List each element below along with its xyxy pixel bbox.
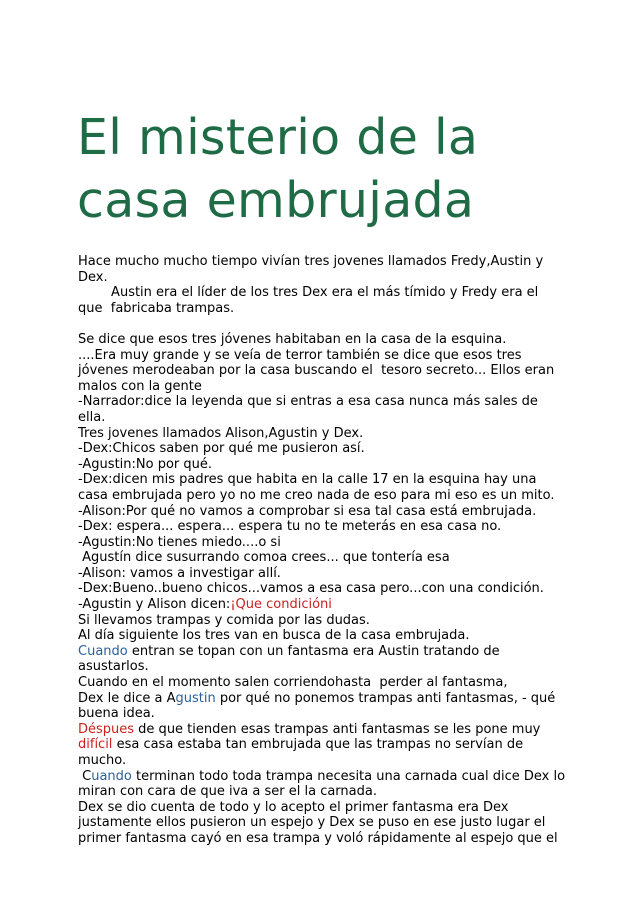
- text-line: [78, 613, 623, 629]
- text-line: [78, 535, 623, 551]
- text-line: [78, 659, 623, 675]
- text-segment: Si llevamos trampas y comida por las dudas.: [78, 612, 370, 628]
- text-line: [78, 737, 623, 753]
- text-line: [78, 348, 623, 364]
- text-segment: -Narrador:dice la leyenda que si entras a esa casa nunca más sales de: [78, 394, 538, 410]
- text-line: [78, 426, 623, 442]
- text-segment: esa casa estaba tan embrujada que las trampas no servían de: [112, 737, 524, 753]
- highlighted-text: gustin: [175, 690, 216, 706]
- title-line-1: El misterio de la: [77, 109, 479, 166]
- text-line: [78, 691, 623, 707]
- text-line: [78, 254, 623, 270]
- highlighted-text: Déspues: [78, 721, 135, 737]
- text-line: [78, 519, 623, 535]
- text-line: [78, 410, 623, 426]
- text-segment: -Agustin:No por qué.: [78, 456, 213, 472]
- text-segment: Austin era el líder de los tres Dex era el más tímido y Fredy era el: [78, 285, 539, 301]
- text-segment: miran con cara de que iva a ser el la carnada.: [78, 784, 377, 800]
- text-line: [78, 644, 623, 660]
- text-line: [78, 394, 623, 410]
- text-segment: terminan todo toda trampa necesita una carnada cual dice Dex lo: [131, 768, 566, 784]
- text-line: [78, 504, 623, 520]
- text-line: [78, 706, 623, 722]
- text-segment: buena idea.: [78, 706, 155, 722]
- text-line: [78, 285, 623, 301]
- text-segment: Cuando en el momento salen corriendohasta perder al fantasma,: [78, 675, 508, 691]
- text-line: [78, 581, 623, 597]
- text-segment: C: [78, 768, 92, 784]
- text-segment: ella.: [78, 409, 106, 425]
- text-segment: -Dex:Chicos saben por qué me pusieron así.: [78, 441, 365, 457]
- text-segment: jóvenes merodeaban por la casa buscando el tesoro secreto... Ellos eran: [78, 363, 555, 379]
- highlighted-text: ¡Que condicióni: [230, 597, 332, 613]
- highlighted-text: difícil: [78, 737, 113, 753]
- text-line: [78, 441, 623, 457]
- text-line: [78, 628, 623, 644]
- text-line: [78, 566, 623, 582]
- text-segment: -Alison: vamos a investigar allí.: [78, 565, 281, 581]
- text-line: [78, 800, 623, 816]
- highlighted-text: uando: [91, 768, 132, 784]
- text-line: [78, 815, 623, 831]
- text-segment: Dex.: [78, 269, 108, 285]
- text-segment: primer fantasma cayó en esa trampa y voló rápidamente al espejo que el: [78, 830, 558, 846]
- text-line: [78, 675, 623, 691]
- text-segment: -Agustin y Alison dicen:: [78, 597, 231, 613]
- text-segment: ....Era muy grande y se veía de terror también se dice que esos tres: [78, 347, 522, 363]
- text-line: [78, 753, 623, 769]
- text-segment: -Alison:Por qué no vamos a comprobar si esa tal casa está embrujada.: [78, 503, 537, 519]
- story-body: [78, 254, 623, 847]
- text-segment: -Agustin:No tienes miedo....o si: [78, 534, 281, 550]
- text-line: [78, 488, 623, 504]
- text-segment: justamente ellos pusieron un espejo y Dex se puso en ese justo lugar el: [78, 815, 546, 831]
- text-segment: Agustín dice susurrando comoa crees... que tontería esa: [78, 550, 450, 566]
- highlighted-text: Cuando: [78, 643, 128, 659]
- text-segment: Dex se dio cuenta de todo y lo acepto el primer fantasma era Dex: [78, 799, 509, 815]
- text-line: [78, 831, 623, 847]
- text-segment: asustarlos.: [78, 659, 149, 675]
- text-segment: Dex le dice a A: [78, 690, 176, 706]
- paragraph-gap: [78, 316, 623, 332]
- text-line: [78, 784, 623, 800]
- text-line: [78, 722, 623, 738]
- text-segment: de que tienden esas trampas anti fantasmas se les pone muy: [134, 721, 541, 737]
- text-segment: Se dice que esos tres jóvenes habitaban en la casa de la esquina.: [78, 331, 507, 347]
- text-segment: Hace mucho mucho tiempo vivían tres jovenes llamados Fredy,Austin y: [78, 254, 544, 269]
- text-line: [78, 301, 623, 317]
- text-segment: mucho.: [78, 753, 127, 768]
- text-line: [78, 769, 623, 785]
- text-line: [78, 597, 623, 613]
- text-segment: -Dex:Bueno..bueno chicos...vamos a esa casa pero...con una condición.: [78, 581, 544, 597]
- text-segment: Tres jovenes llamados Alison,Agustin y Dex.: [78, 425, 364, 441]
- text-line: [78, 270, 623, 286]
- text-segment: entran se topan con un fantasma era Austin tratando de: [127, 643, 500, 659]
- text-segment: malos con la gente: [78, 378, 202, 394]
- text-line: [78, 550, 623, 566]
- text-segment: por qué no ponemos trampas anti fantasmas, - qué: [215, 690, 556, 706]
- text-line: [78, 363, 623, 379]
- text-segment: Al día siguiente los tres van en busca de la casa embrujada.: [78, 628, 470, 644]
- text-line: [78, 472, 623, 488]
- text-segment: casa embrujada pero yo no me creo nada de eso para mi eso es un mito.: [78, 487, 555, 503]
- text-segment: que fabricaba trampas.: [78, 300, 235, 316]
- text-line: [78, 332, 623, 348]
- text-segment: -Dex:dicen mis padres que habita en la calle 17 en la esquina hay una: [78, 472, 537, 488]
- text-line: [78, 457, 623, 473]
- text-segment: -Dex: espera... espera... espera tu no te meterás en esa casa no.: [78, 519, 502, 535]
- document-title: [77, 106, 617, 232]
- text-line: [78, 379, 623, 395]
- title-line-2: casa embrujada: [77, 172, 475, 229]
